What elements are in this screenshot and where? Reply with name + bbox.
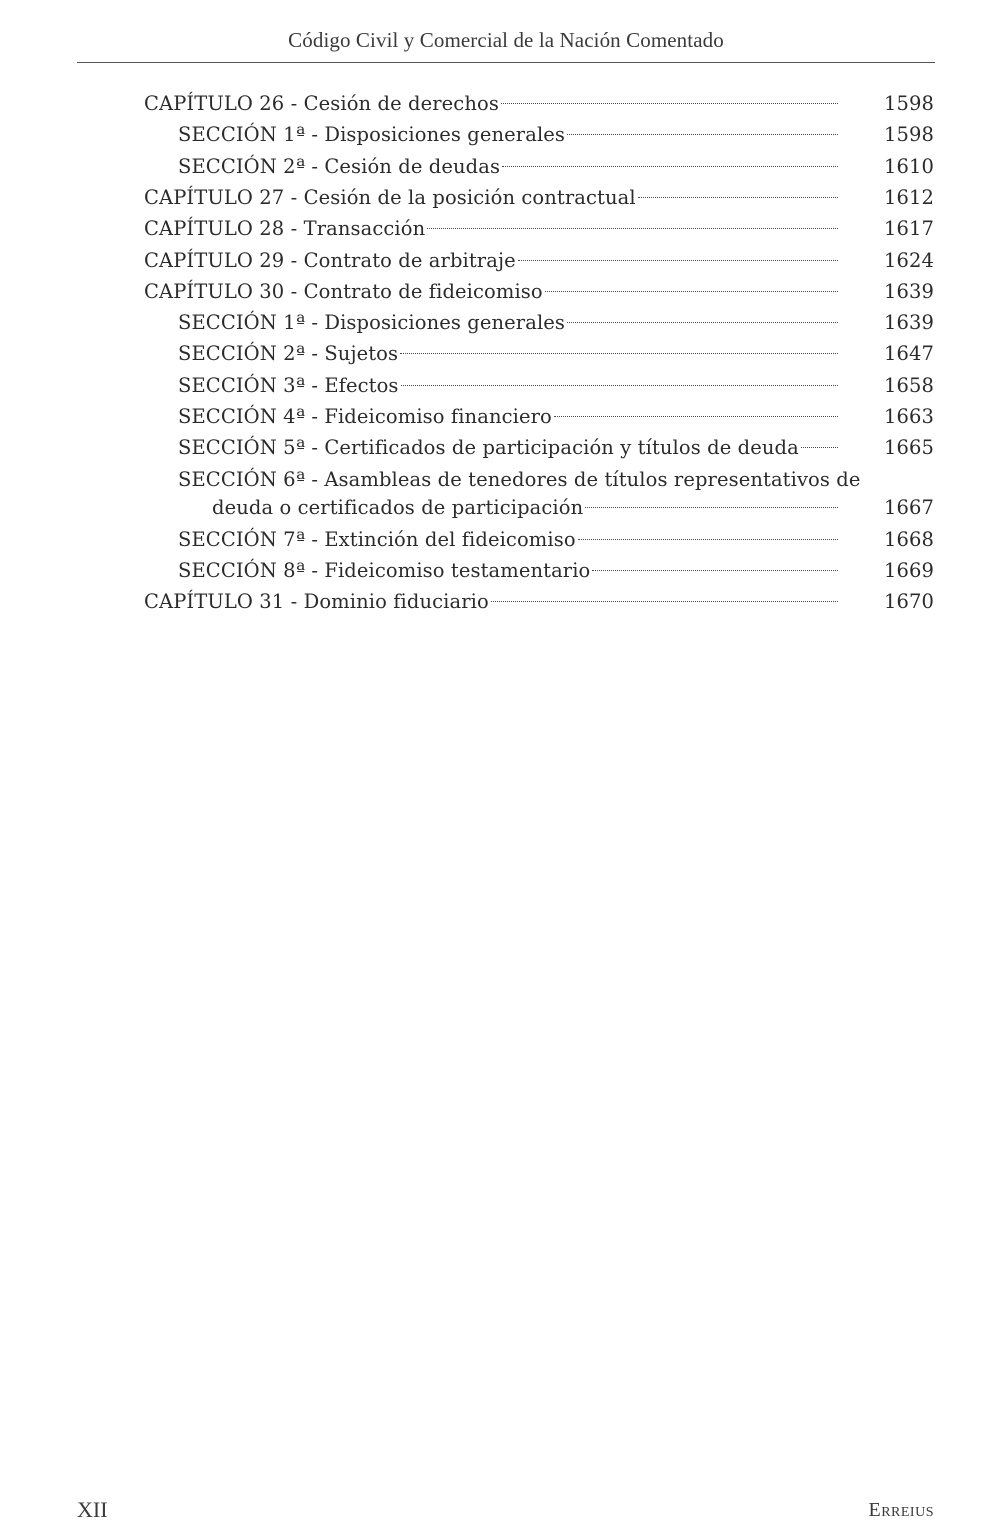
toc-entry-page: 1598 [883,123,934,147]
dot-leader [401,385,838,386]
dot-leader [585,507,838,508]
dot-leader [801,447,838,448]
header-rule [77,62,935,63]
dot-leader [578,539,838,540]
dot-leader [400,353,838,354]
dot-leader [501,103,838,104]
toc-entry-title: SECCIÓN 7ª - Extinción del fideicomiso [178,527,576,551]
toc-entry-title: CAPÍTULO 30 - Contrato de fideicomiso [144,279,543,303]
toc-entry-title: SECCIÓN 2ª - Cesión de deudas [178,154,501,178]
toc-entry-title: CAPÍTULO 27 - Cesión de la posición contractual [144,185,636,209]
toc-entry-title: SECCIÓN 1ª - Disposiciones generales [178,311,566,335]
toc-entry-title-line1: SECCIÓN 6ª - Asambleas de tenedores de títulos representativos de [178,467,861,491]
toc-entry-title: SECCIÓN 4ª - Fideicomiso financiero [178,405,552,428]
toc-entry-page: 1647 [883,342,934,366]
publisher-name: Erreius [868,1499,934,1521]
toc-entry-title: CAPÍTULO 26 - Cesión de derechos [144,92,499,115]
toc-entry-page: 1665 [883,436,934,460]
dot-leader [545,291,838,292]
toc-entry-title: SECCIÓN 8ª - Fideicomiso testamentario [178,559,591,582]
toc-entry-title-line2: deuda o certificados de participación [212,496,584,520]
running-header: Código Civil y Comercial de la Nación Comentado [288,28,724,52]
toc-entry-title: CAPÍTULO 28 - Transacción [144,217,426,241]
toc-entry-page: 1617 [883,217,934,241]
toc-entry-page: 1598 [883,92,934,115]
toc-entry-title: CAPÍTULO 29 - Contrato de arbitraje [144,248,516,272]
toc-entry-page: 1639 [883,279,934,303]
toc-entry-page: 1658 [883,373,934,397]
toc-entry-page: 1612 [883,185,934,209]
dot-leader [518,260,838,261]
toc-entry-page: 1668 [883,527,934,551]
toc-entry-title: SECCIÓN 5ª - Certificados de participación y títulos de deuda [178,436,799,460]
dot-leader [491,601,838,602]
page-number: XII [77,1497,108,1522]
toc-entry-title: SECCIÓN 1ª - Disposiciones generales [178,123,566,147]
dot-leader [592,570,838,571]
dot-leader [554,416,838,417]
dot-leader [638,197,838,198]
toc-entry-page: 1663 [883,405,934,428]
dot-leader [567,134,838,135]
toc-entry-page: 1669 [883,559,934,582]
dot-leader [427,228,838,229]
toc-entry-page: 1670 [883,590,934,614]
toc-entry-title: SECCIÓN 2ª - Sujetos [178,342,399,366]
dot-leader [567,322,838,323]
toc-entry-title: CAPÍTULO 31 - Dominio fiduciario [144,590,489,614]
dot-leader [502,166,838,167]
toc-entry-title: SECCIÓN 3ª - Efectos [178,373,399,397]
toc-entry-page: 1624 [883,248,934,272]
toc-entry-page: 1610 [883,154,934,178]
toc-entry-page: 1667 [883,496,934,520]
toc-entry-page: 1639 [883,311,934,335]
